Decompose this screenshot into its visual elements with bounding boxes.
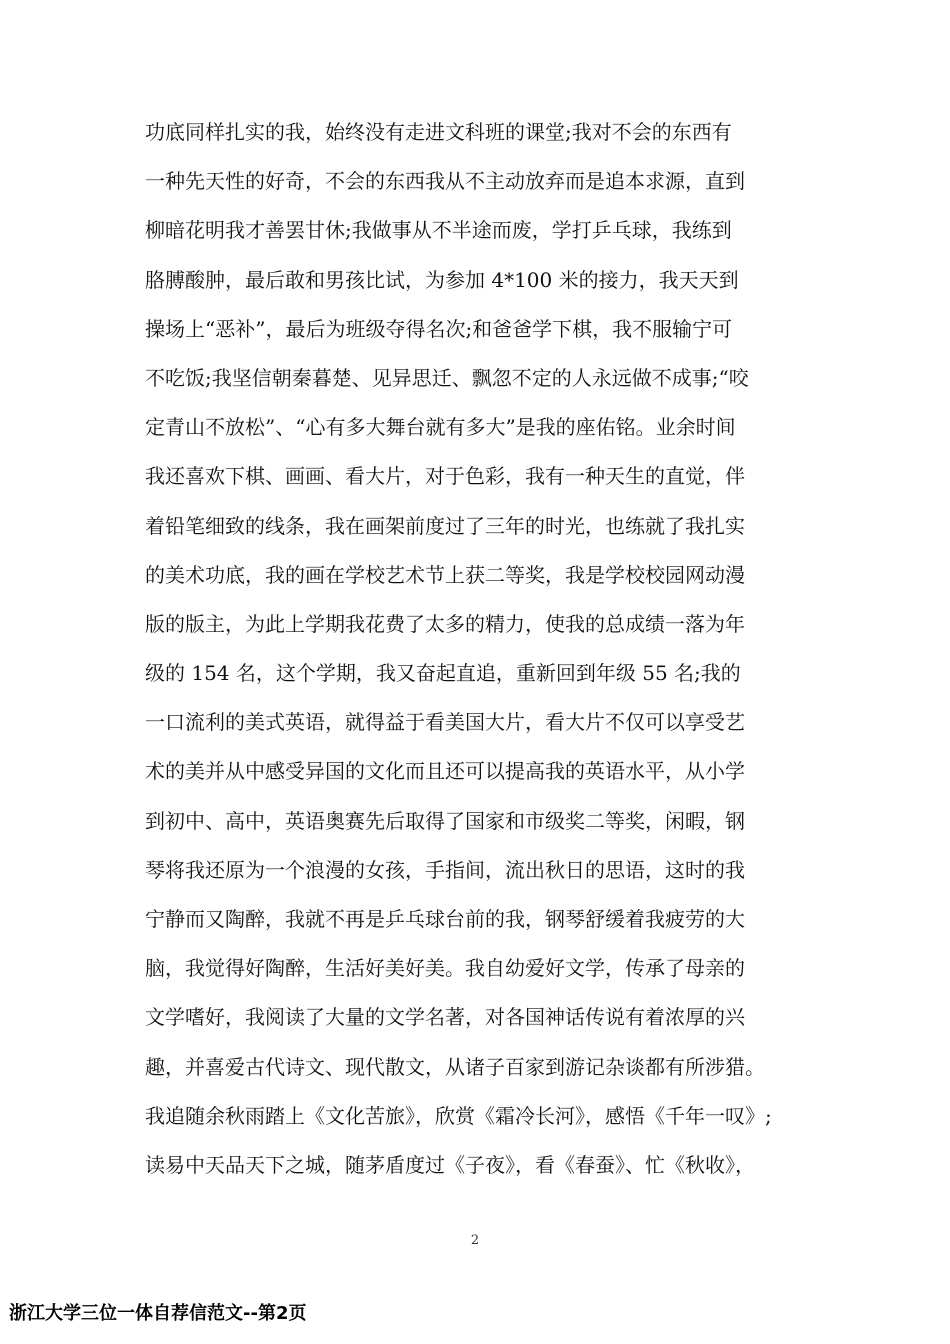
text-line: 操场上“恶补”，最后为班级夺得名次;和爸爸学下棋，我不服输宁可 [145, 316, 733, 341]
page-number: 2 [470, 1233, 480, 1248]
text-line: 宁静而又陶醉，我就不再是乒乓球台前的我，钢琴舒缓着我疲劳的大 [145, 907, 745, 931]
footer-title: 浙江大学三位一体自荐信范文--第2页 [9, 1303, 307, 1324]
text-line: 读易中天品天下之城，随茅盾度过《子夜》，看《春蚕》、忙《秋收》， [145, 1152, 755, 1177]
text-line: 着铅笔细致的线条，我在画架前度过了三年的时光，也练就了我扎实 [145, 513, 745, 538]
text-line: 我追随余秋雨踏上《文化苦旅》，欣赏《霜冷长河》，感悟《千年一叹》; [145, 1103, 772, 1128]
text-line: 版的版主，为此上学期我花费了太多的精力，使我的总成绩一落为年 [145, 611, 745, 636]
text-line: 级的 154 名，这个学期，我又奋起直追，重新回到年级 55 名;我的 [145, 661, 741, 686]
text-line: 术的美并从中感受异国的文化而且还可以提高我的英语水平，从小学 [145, 759, 745, 784]
text-line: 柳暗花明我才善罢甘休;我做事从不半途而废，学打乒乓球，我练到 [145, 218, 732, 243]
text-line: 琴将我还原为一个浪漫的女孩，手指间，流出秋日的思语，这时的我 [145, 857, 745, 882]
body-text [145, 108, 815, 1190]
text-line: 趣，并喜爱古代诗文、现代散文，从诸子百家到游记杂谈都有所涉猎。 [145, 1054, 765, 1079]
text-line: 脑，我觉得好陶醉，生活好美好美。我自幼爱好文学，传承了母亲的 [145, 956, 745, 981]
text-line: 到初中、高中，英语奥赛先后取得了国家和市级奖二等奖，闲暇，钢 [145, 808, 745, 833]
text-line: 定青山不放松”、“心有多大舞台就有多大”是我的座佑铭。业余时间 [145, 415, 736, 440]
text-line: 文学嗜好，我阅读了大量的文学名著，对各国神话传说有着浓厚的兴 [145, 1005, 745, 1030]
text-line: 的美术功底，我的画在学校艺术节上获二等奖，我是学校校园网动漫 [145, 562, 745, 587]
text-line: 胳膊酸肿，最后敢和男孩比试，为参加 4*100 米的接力，我天天到 [145, 267, 739, 292]
text-line: 不吃饭;我坚信朝秦暮楚、见异思迁、飘忽不定的人永远做不成事;“咬 [145, 365, 749, 390]
text-line: 功底同样扎实的我，始终没有走进文科班的课堂;我对不会的东西有 [145, 120, 732, 144]
text-line: 我还喜欢下棋、画画、看大片，对于色彩，我有一种天生的直觉，伴 [145, 464, 745, 489]
text-line: 一种先天性的好奇，不会的东西我从不主动放弃而是追本求源，直到 [145, 169, 745, 194]
text-line: 一口流利的美式英语，就得益于看美国大片，看大片不仅可以享受艺 [145, 710, 745, 735]
